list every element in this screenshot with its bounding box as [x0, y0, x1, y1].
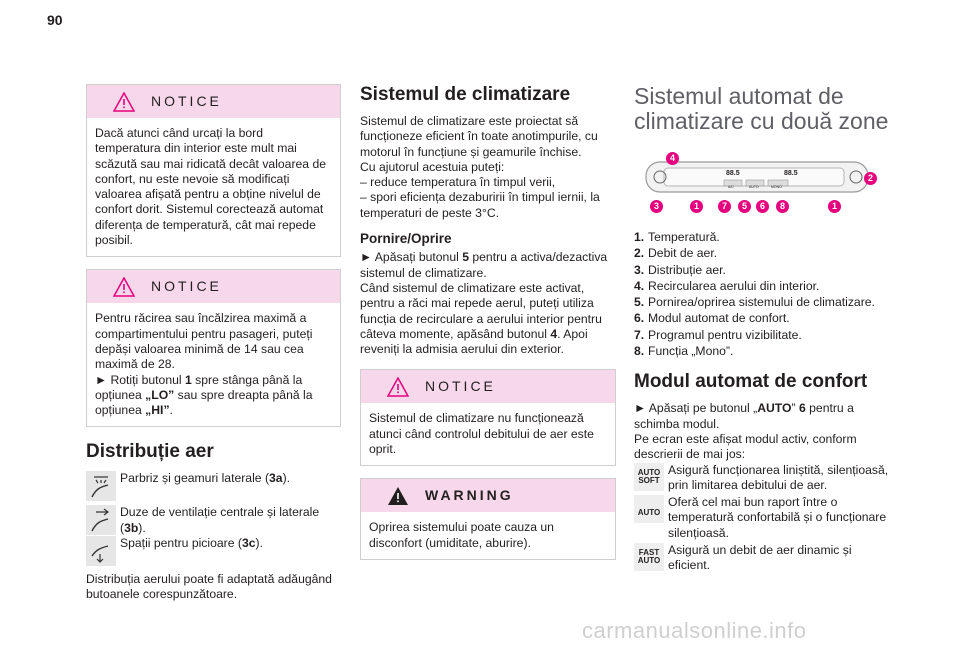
- arrow-bullet-icon: ►: [634, 401, 647, 416]
- auto-mode-icon: FAST AUTO: [634, 543, 664, 571]
- air-item-footwell: Spații pentru picioare (3c).: [86, 536, 341, 566]
- warning-triangle-icon: [113, 92, 135, 112]
- notice-text: Dacă atunci când urcați la bord temperatura din interior este mult mai scăzută sau mai ridicată decât valoarea de confort, nu este nevoie să modificați valoarea afișată pentru a obține nivelul de confort dorit. Sistemul corectează automat diferența de temperatură, cât mai repede posibil.: [95, 126, 327, 248]
- notice-box-2: [86, 269, 341, 427]
- warning-triangle-icon: [387, 486, 409, 506]
- section-title-ac: Sistemul de climatizare: [360, 84, 571, 105]
- notice-label: NOTICE: [151, 92, 222, 109]
- air-item-central-vents: Duze de ventilație centrale și laterale (3b).: [86, 505, 341, 536]
- notice-header: [87, 270, 340, 303]
- ac-intro: Sistemul de climatizare este proiectat să funcționeze eficient în toate anotimpurile, cu motorul în funcțiune și geamurile închise.: [360, 114, 598, 159]
- arrow-bullet-icon: ►: [95, 372, 108, 387]
- ac-button: A/C: [728, 185, 734, 189]
- ac-intro-bullet: – spori eficiența dezaburirii în timpul iernii, la temperaturi de peste 3°C.: [360, 190, 600, 220]
- subtitle-on-off: Pornire/Oprire: [360, 231, 452, 247]
- mono-button: MONO: [771, 185, 782, 189]
- section-title-dual-zone: Sistemul automat de climatizare cu două zone: [634, 83, 889, 134]
- callout-1: 1: [690, 200, 703, 213]
- auto-mode-icon: AUTO SOFT: [634, 463, 664, 491]
- callout-3: 3: [650, 200, 663, 213]
- notice-box-1: [86, 84, 341, 257]
- notice-instruction: ► Rotiți butonul 1 spre stânga până la opțiunea „LO” sau spre dreapta până la opțiunea „HI”.: [95, 372, 313, 418]
- notice-box-3: [360, 369, 616, 466]
- callout-6: 6: [756, 200, 769, 213]
- callout-5: 5: [738, 200, 751, 213]
- display-temp-left: 88.5: [726, 170, 740, 177]
- warning-triangle-icon: [387, 377, 409, 397]
- comfort-instruction: ► Apăsați pe butonul „AUTO” 6 pentru a schimba modul.: [634, 401, 854, 431]
- component-list: [634, 230, 890, 359]
- auto-button: AUTO: [749, 185, 759, 189]
- watermark: carmanualsonline.info: [582, 618, 807, 643]
- component-list-item: 6. Modul automat de confort.: [634, 311, 790, 326]
- notice-header: [87, 85, 340, 118]
- callout-1: 1: [828, 200, 841, 213]
- component-list-item: 5. Pornirea/oprirea sistemului de climatizare.: [634, 295, 875, 310]
- air-distribution-footer: Distribuția aerului poate fi adaptată adăugând butoanele corespunzătoare.: [86, 572, 332, 602]
- component-list-item: 2. Debit de aer.: [634, 246, 718, 261]
- component-list-item: 8. Funcția „Mono”.: [634, 344, 734, 359]
- callout-2: 2: [864, 172, 877, 185]
- on-off-text: Când sistemul de climatizare este activat, pentru a răci mai repede aerul, puteți utiliza funcția de recirculare a aerului interior pentru câteva momente, apăsând butonul 4. Apoi reveniți la admisia aerului din exterior.: [360, 280, 602, 357]
- component-list-item: 3. Distribuție aer.: [634, 262, 726, 277]
- callout-8: 8: [776, 200, 789, 213]
- comfort-modes: [634, 463, 890, 574]
- column-2: [360, 84, 616, 572]
- notice-label: NOTICE: [425, 378, 496, 395]
- notice-label: NOTICE: [151, 278, 222, 295]
- central-vents-airflow-icon: [86, 505, 116, 535]
- warning-header: [361, 479, 615, 512]
- callout-4: 4: [666, 152, 679, 165]
- callout-7: 7: [718, 200, 731, 213]
- control-panel-diagram: [634, 152, 874, 222]
- warning-triangle-icon: [113, 277, 135, 297]
- notice-header: [361, 370, 615, 403]
- section-title-comfort: Modul automat de confort: [634, 371, 868, 393]
- notice-text: Sistemul de climatizare nu funcționează atunci când controlul debitului de aer este oprit.: [369, 411, 594, 457]
- comfort-mode-item: AUTO SOFT Asigură funcționarea liniștită, silențioasă, prin limitarea debitului de aer.: [634, 463, 890, 494]
- arrow-bullet-icon: ►: [360, 250, 373, 265]
- windscreen-airflow-icon: [86, 471, 116, 501]
- warning-text: Oprirea sistemului poate cauza un disconfort (umiditate, aburire).: [369, 520, 554, 550]
- display-temp-right: 88.5: [784, 170, 798, 177]
- section-title-air-distribution: Distribuție aer: [86, 441, 214, 463]
- comfort-text: Pe ecran este afișat modul activ, conform descrierii de mai jos:: [634, 431, 857, 462]
- notice-text: Pentru răcirea sau încălzirea maximă a compartimentului pentru pasageri, puteți depăși valoarea minimă de 14 sau cea maximă de 28.: [95, 311, 313, 372]
- warning-label: WARNING: [425, 487, 514, 504]
- ac-intro: Cu ajutorul acestuia puteți:: [360, 159, 505, 174]
- column-1: [86, 84, 341, 603]
- footwell-airflow-icon: [86, 536, 116, 566]
- auto-mode-icon: AUTO: [634, 495, 664, 523]
- component-list-item: 4. Recircularea aerului din interior.: [634, 278, 820, 293]
- comfort-mode-item: AUTO Oferă cel mai bun raport între o temperatură confortabilă și o funcționare silențioasă.: [634, 495, 890, 541]
- on-off-instruction: ► Apăsați butonul 5 pentru a activa/dezactiva sistemul de climatizare.: [360, 250, 608, 280]
- column-3: [634, 84, 890, 576]
- page-number: 90: [47, 12, 63, 28]
- comfort-mode-item: FAST AUTO Asigură un debit de aer dinamic și eficient.: [634, 543, 890, 574]
- component-list-item: 1. Temperatură.: [634, 230, 720, 244]
- component-list-item: 7. Programul pentru vizibilitate.: [634, 327, 802, 342]
- ac-intro-bullet: – reduce temperatura în timpul verii,: [360, 175, 556, 190]
- air-item-windscreen: Parbriz și geamuri laterale (3a).: [86, 471, 341, 501]
- warning-box: [360, 478, 616, 560]
